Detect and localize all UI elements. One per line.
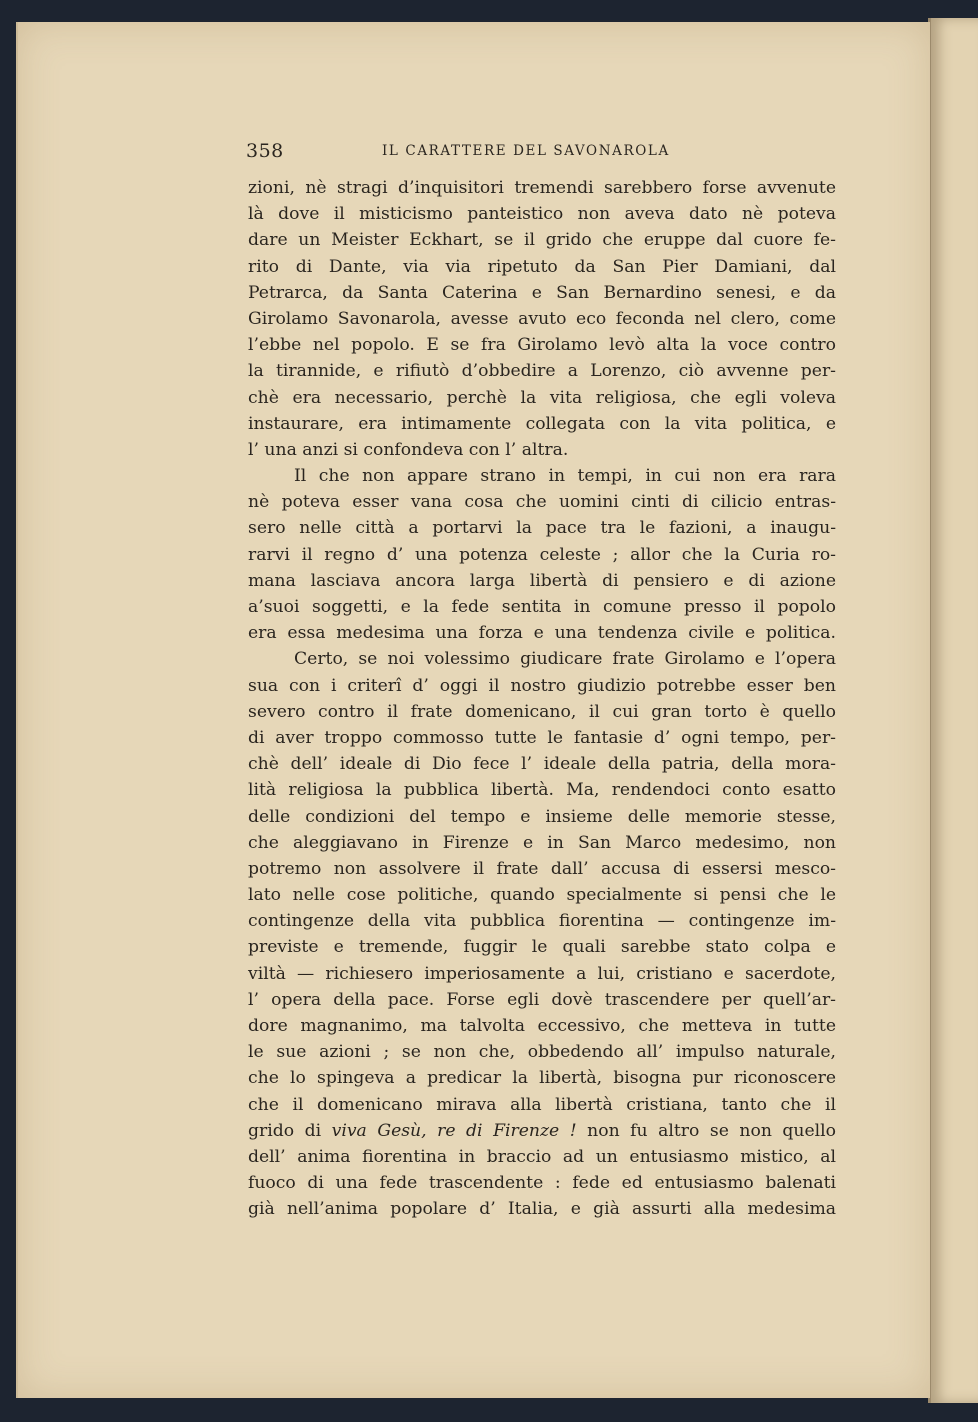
text-line: già nell’anima popolare d’ Italia, e già assurti alla medesima (248, 1199, 836, 1220)
text-line: previste e tremende, fuggir le quali sarebbe stato colpa e (248, 937, 836, 958)
text-line: era essa medesima una forza e una tendenza civile e politica. (248, 623, 836, 644)
body-text (248, 175, 836, 1223)
text-line: viltà — richiesero imperiosamente a lui, cristiano e sacerdote, (248, 963, 836, 984)
text-line: dore magnanimo, ma talvolta eccessivo, che metteva in tutte (248, 1016, 836, 1036)
text-line: di aver troppo commosso tutte le fantasie d’ ogni tempo, per- (248, 727, 836, 748)
text-line: le sue azioni ; se non che, obbedendo all’ impulso naturale, (248, 1042, 836, 1063)
text-line-italic-quote (248, 1118, 836, 1144)
text-line: Petrarca, da Santa Caterina e San Bernardino senesi, e da (248, 282, 836, 303)
text-line: fuoco di una fede trascendente : fede ed entusiasmo balenati (248, 1173, 836, 1194)
text-line: l’ opera della pace. Forse egli dovè trascendere per quell’ar- (248, 989, 836, 1010)
text-line: nè poteva esser vana cosa che uomini cinti di cilicio entras- (248, 492, 836, 513)
text-line: delle condizioni del tempo e insieme delle memorie stesse, (248, 806, 836, 827)
text-line: Girolamo Savonarola, avesse avuto eco feconda nel clero, come (248, 308, 836, 329)
text-line: lato nelle cose politiche, quando specialmente si pensi che le (248, 885, 836, 906)
quote-lead-in: grido di (248, 1120, 322, 1141)
text-line: Certo, se noi volessimo giudicare frate Girolamo e l’opera (294, 649, 836, 670)
text-line: là dove il misticismo panteistico non aveva dato nè poteva (248, 204, 836, 225)
text-line: che aleggiavano in Firenze e in San Marco medesimo, non (248, 832, 836, 853)
text-line: sero nelle città a portarvi la pace tra le fazioni, a inaugu- (248, 518, 836, 539)
quote-follow: non fu altro se non quello (587, 1120, 837, 1141)
page-header (246, 138, 836, 164)
text-line: potremo non assolvere il frate dall’ accusa di essersi mesco- (248, 858, 836, 879)
text-line: l’ebbe nel popolo. E se fra Girolamo levò alta la voce contro (248, 335, 836, 356)
text-line: l’ una anzi si confondeva con l’ altra. (248, 439, 569, 460)
text-line: dell’ anima fiorentina in braccio ad un entusiasmo mistico, al (248, 1146, 836, 1167)
text-line: Il che non appare strano in tempi, in cui non era rara (294, 466, 836, 487)
text-line: rarvi il regno d’ una potenza celeste ; allor che la Curia ro- (248, 544, 836, 565)
text-line: instaurare, era intimamente collegata con la vita politica, e (248, 413, 836, 434)
page-number: 358 (246, 140, 284, 162)
text-line: rito di Dante, via via ripetuto da San Pier Damiani, dal (248, 256, 836, 277)
text-line: dare un Meister Eckhart, se il grido che eruppe dal cuore fe- (248, 230, 836, 251)
text-line: mana lasciava ancora larga libertà di pensiero e di azione (248, 570, 836, 591)
text-line: che il domenicano mirava alla libertà cristiana, tanto che il (248, 1094, 836, 1115)
text-line: a’suoi soggetti, e la fede sentita in comune presso il popolo (248, 597, 836, 617)
text-line: zioni, nè stragi d’inquisitori tremendi sarebbero forse avvenute (248, 178, 836, 198)
facing-page-edge (928, 18, 978, 1403)
text-line: contingenze della vita pubblica fiorentina — contingenze im- (248, 911, 836, 932)
text-line: chè dell’ ideale di Dio fece l’ ideale della patria, della mora- (248, 754, 836, 775)
text-line: che lo spingeva a predicar la libertà, bisogna pur riconoscere (248, 1068, 836, 1089)
running-head: IL CARATTERE DEL SAVONAROLA (382, 143, 670, 159)
text-line: sua con i criterî d’ oggi il nostro giudizio potrebbe esser ben (248, 675, 836, 696)
text-line: chè era necessario, perchè la vita religiosa, che egli voleva (248, 387, 836, 408)
text-line: lità religiosa la pubblica libertà. Ma, rendendoci conto esatto (248, 780, 836, 801)
italic-quote: viva Gesù, re di Firenze ! (331, 1120, 577, 1141)
text-line: severo contro il frate domenicano, il cui gran torto è quello (248, 701, 836, 722)
text-line: la tirannide, e rifiutò d’obbedire a Lorenzo, ciò avvenne per- (248, 361, 836, 382)
